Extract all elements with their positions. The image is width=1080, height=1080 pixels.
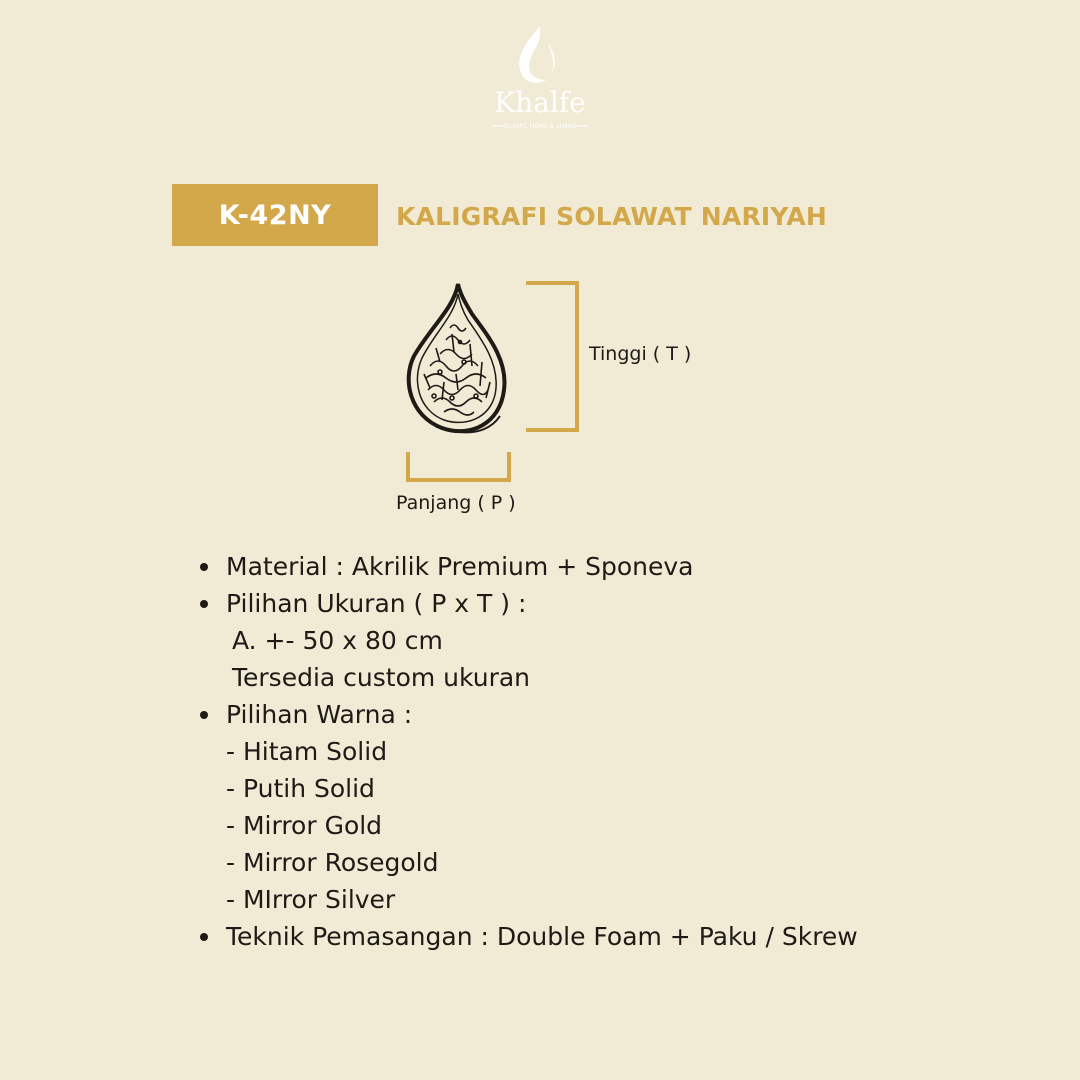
spec-material (196, 548, 858, 585)
bullet (200, 711, 208, 719)
width-bracket (405, 452, 513, 484)
brand-logo (486, 22, 594, 134)
brand-name: Khalfe (494, 86, 586, 119)
height-bracket (522, 280, 582, 434)
height-label: Tinggi ( T ) (589, 343, 692, 365)
spec-size-a: A. +- 50 x 80 cm (232, 626, 443, 655)
color-option-mirror-rosegold: - Mirror Rosegold (226, 848, 439, 877)
bullet (200, 600, 208, 608)
spec-size (196, 585, 858, 622)
spec-size-custom: Tersedia custom ukuran (232, 663, 531, 692)
spec-install-text: Teknik Pemasangan : Double Foam + Paku / Skrew (226, 922, 858, 951)
bullet (200, 933, 208, 941)
color-option-hitam-solid: - Hitam Solid (226, 737, 388, 766)
product-code-badge (172, 184, 378, 246)
bullet (200, 563, 208, 571)
brand-tagline: ISLAMIC HOME & LIVING (503, 123, 577, 130)
spec-install (196, 918, 858, 955)
specs-list (196, 548, 858, 955)
product-code: K-42NY (218, 199, 332, 231)
spec-color-heading: Pilihan Warna : (226, 700, 413, 729)
spec-color (196, 696, 858, 733)
color-option-mirror-silver: - MIrror Silver (226, 885, 396, 914)
width-label: Panjang ( P ) (396, 492, 516, 514)
color-option-putih-solid: - Putih Solid (226, 774, 375, 803)
calligraphy-teardrop-image (400, 278, 516, 440)
color-option-mirror-gold: - Mirror Gold (226, 811, 383, 840)
spec-size-heading: Pilihan Ukuran ( P x T ) : (226, 589, 527, 618)
spec-material-text: Material : Akrilik Premium + Sponeva (226, 552, 694, 581)
product-title: KALIGRAFI SOLAWAT NARIYAH (396, 202, 827, 231)
